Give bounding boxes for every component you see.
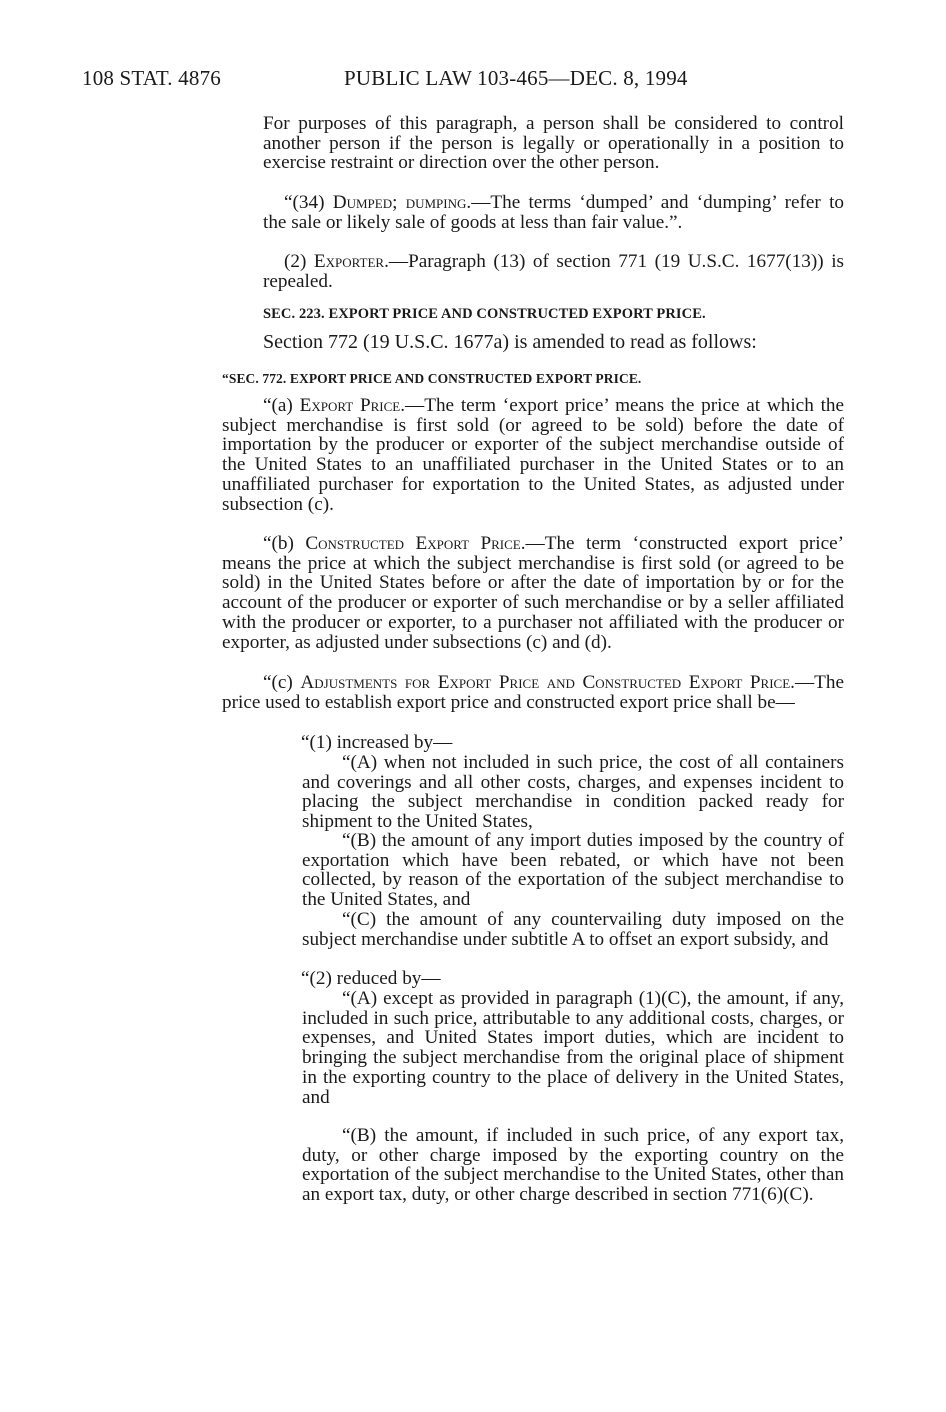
clause-c1C-countervailing-duty: “(C) the amount of any countervailing duty imposed on the subject merchandise under subtitle A to offset an export subsidy, and [302,909,844,950]
paragraph-2-text: —Paragraph (13) of section 771 (19 U.S.C. 1677(13)) is repealed. [263,251,844,292]
subsection-b-text: —The term ‘constructed export price’ means the price at which the subject merchandise is first sold (or agreed to be sold) in the United States before or after the date of importation by or for the account of the producer or exporter of such merchandise or by a seller affiliated with the producer or exporter, to a purchaser not affiliated with the producer or exporter, as adjusted under subsections (c) and (d). [222,533,844,653]
section-772-heading: “SEC. 772. EXPORT PRICE AND CONSTRUCTED EXPORT PRICE. [222,371,642,386]
subsection-c-text: —The price used to establish export price and constructed export price shall be— [222,672,844,713]
subsection-c-prefix: “(c) [263,672,301,693]
subsection-a-caption: Export Price. [299,395,406,416]
paragraph-34-text: —The terms ‘dumped’ and ‘dumping’ refer to the sale or likely sale of goods at less than fair value.”. [263,192,844,233]
clause-c1A-containers: “(A) when not included in such price, the cost of all containers and coverings and all other costs, charges, and expenses incident to placing the subject merchandise in condition packed ready for shipment to the United States, [302,752,844,833]
paragraph-2-prefix: (2) [284,251,314,272]
subsection-b-constructed-export-price [222,534,844,652]
clause-c2B-export-tax: “(B) the amount, if included in such price, of any export tax, duty, or other charge imposed by the exporting country on the exportation of the subject merchandise to the United States, other than an export tax, duty, or other charge described in section 771(6)(C). [302,1125,844,1206]
page-header [82,66,862,92]
subsection-a-prefix: “(a) [263,395,300,416]
section-223-text: Section 772 (19 U.S.C. 1677a) is amended to read as follows: [263,331,757,353]
subsection-b-prefix: “(b) [263,533,306,554]
paragraph-2-caption: Exporter. [313,251,389,272]
statute-page-number: 108 STAT. 4876 [82,66,221,90]
subsection-a-export-price [222,396,844,514]
running-title: PUBLIC LAW 103-465—DEC. 8, 1994 [344,66,688,90]
paragraph-34-dumped [263,193,844,232]
subsection-a-text: —The term ‘export price’ means the price at which the subject merchandise is first sold (or agreed to be sold) before the date of importation by the producer or exporter of the subject merchandise outside of the United States to an unaffiliated purchaser in the United States or to an unaffiliated purchaser for exportation to the United States, as adjusted under subsection (c). [222,395,845,515]
section-223-heading: SEC. 223. EXPORT PRICE AND CONSTRUCTED EXPORT PRICE. [263,306,706,322]
subsection-c-caption: Adjustments for Export Price and Constructed Export Price. [300,672,795,693]
clause-c1B-import-duties: “(B) the amount of any import duties imposed by the country of exportation which have been rebated, or which have not been collected, by reason of the exportation of the subject merchandise to the United States, and [302,830,844,911]
paragraph-34-prefix: “(34) [284,192,333,213]
subsection-c-adjustments [222,673,844,712]
paragraph-c2-reduced: “(2) reduced by— [301,968,441,989]
paragraph-c1-increased: “(1) increased by— [301,732,453,753]
subsection-b-caption: Constructed Export Price. [305,533,526,554]
paragraph-34-caption: Dumped; dumping. [332,192,472,213]
clause-c2A-additional-costs: “(A) except as provided in paragraph (1)(C), the amount, if any, included in such price, attributable to any additional costs, charges, or expenses, and United States import duties, which are incident to bringing the subject merchandise from the original place of shipment in the exporting country to the place of delivery in the United States, and [302,988,844,1108]
control-definition-paragraph: For purposes of this paragraph, a person shall be considered to control another person if the person is legally or operationally in a position to exercise restraint or direction over the other person. [263,113,844,174]
paragraph-2-exporter [263,252,844,291]
